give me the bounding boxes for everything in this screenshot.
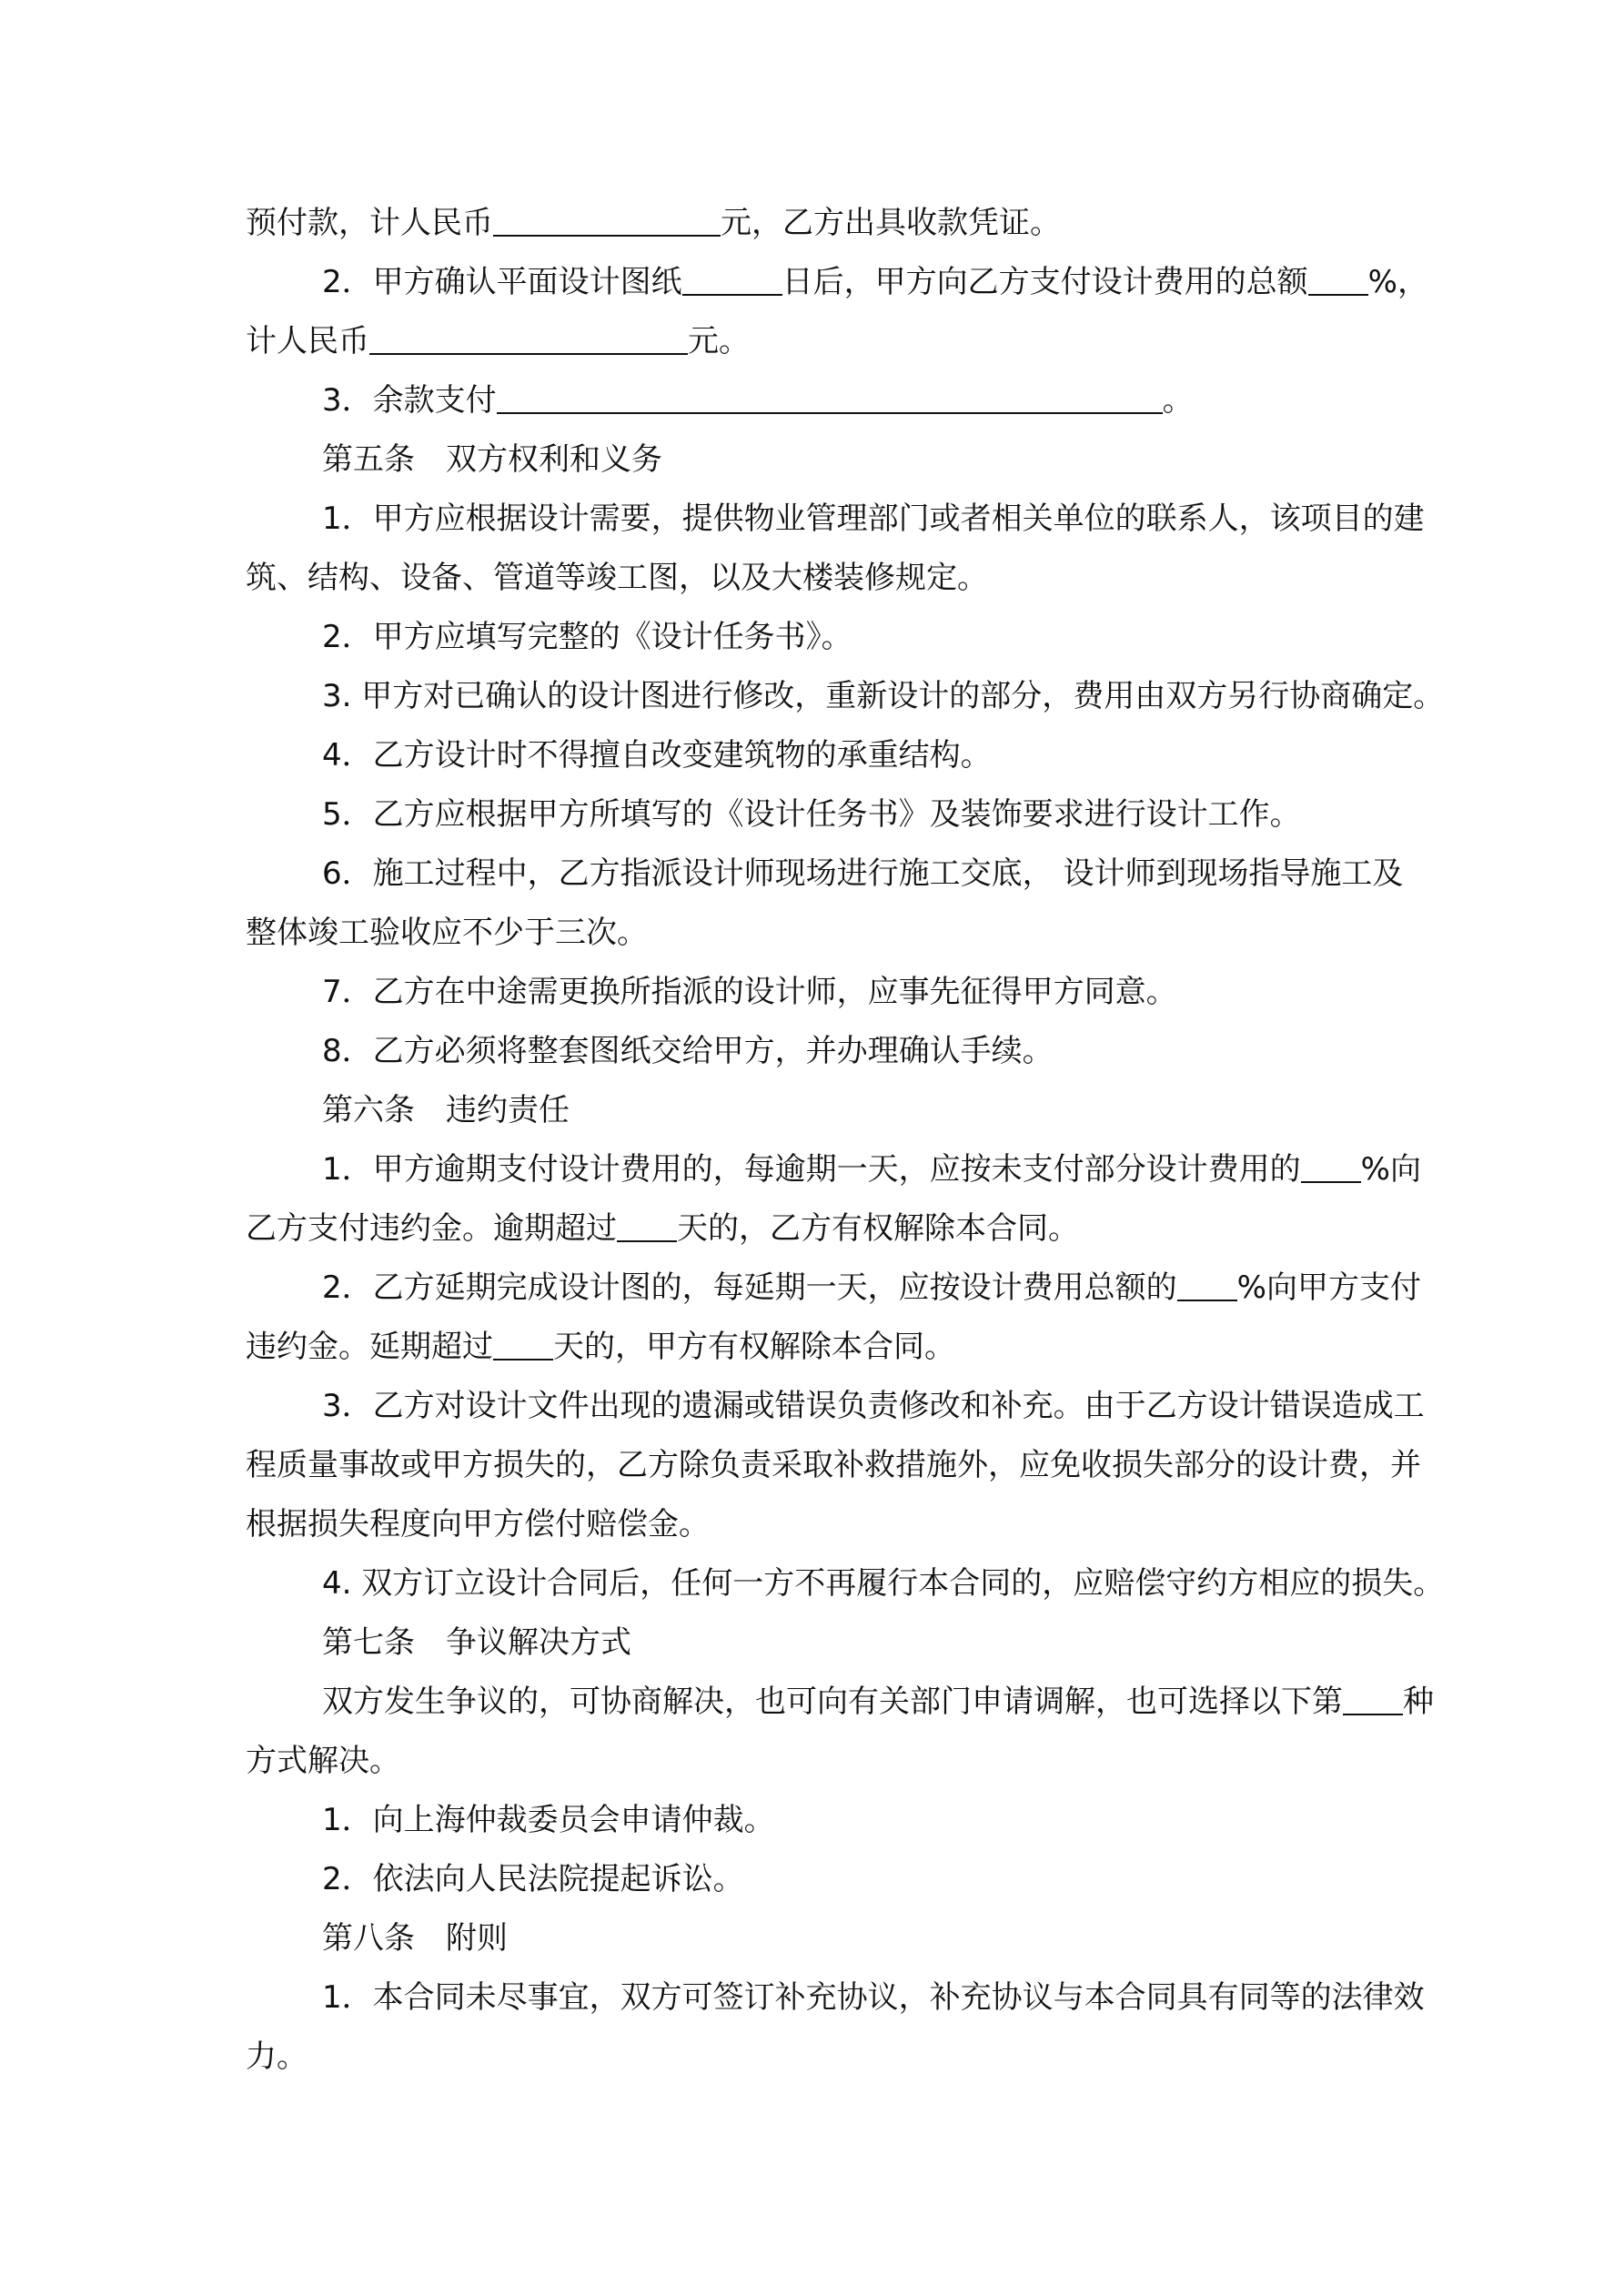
- fill-blank: [1308, 265, 1368, 296]
- text-line: 2．乙方延期完成设计图的，每延期一天，应按设计费用总额的 %向甲方支付: [322, 1269, 1421, 1306]
- text-line: 预付款，计人民币 元，乙方出具收款凭证。: [246, 205, 1061, 241]
- section-heading: 第五条 双方权利和义务: [322, 441, 662, 478]
- text-line: 双方发生争议的，可协商解决，也可向有关部门申请调解，也可选择以下第 种: [322, 1684, 1434, 1720]
- text-line: 3. 甲方对已确认的设计图进行修改，重新设计的部分，费用由双方另行协商确定。: [322, 678, 1445, 714]
- fill-blank: [497, 383, 1163, 414]
- text-line: 程质量事故或甲方损失的，乙方除负责采取补救措施外，应免收损失部分的设计费，并: [246, 1447, 1421, 1483]
- text-line: 力。: [246, 2038, 308, 2075]
- text-line: 8．乙方必须将整套图纸交给甲方，并办理确认手续。: [322, 1033, 1054, 1069]
- text-line: 违约金。延期超过 天的，甲方有权解除本合同。: [246, 1329, 955, 1365]
- fill-blank: [369, 324, 688, 355]
- text-line: 筑、结构、设备、管道等竣工图，以及大楼装修规定。: [246, 560, 988, 596]
- section-heading: 第八条 附则: [322, 1920, 508, 1957]
- text-line: 1．甲方应根据设计需要，提供物业管理部门或者相关单位的联系人，该项目的建: [322, 501, 1425, 537]
- fill-blank: [493, 1330, 553, 1360]
- text-line: 7．乙方在中途需更换所指派的设计师，应事先征得甲方同意。: [322, 974, 1177, 1010]
- text-line: 乙方支付违约金。逾期超过 天的，乙方有权解除本合同。: [246, 1210, 1079, 1247]
- text-line: 计人民币 元。: [246, 323, 750, 359]
- text-line: 2．甲方确认平面设计图纸 日后，甲方向乙方支付设计费用的总额 %，: [322, 264, 1428, 300]
- fill-blank: [1301, 1152, 1361, 1183]
- fill-blank: [493, 206, 721, 237]
- text-line: 方式解决。: [246, 1743, 400, 1779]
- section-heading: 第六条 违约责任: [322, 1092, 570, 1128]
- text-line: 根据损失程度向甲方偿付赔偿金。: [246, 1506, 710, 1542]
- text-line: 5．乙方应根据甲方所填写的《设计任务书》及装饰要求进行设计工作。: [322, 796, 1301, 833]
- text-line: 1．甲方逾期支付设计费用的，每逾期一天，应按未支付部分设计费用的 %向: [322, 1151, 1421, 1188]
- section-heading: 第七条 争议解决方式: [322, 1624, 631, 1661]
- text-line: 1．向上海仲裁委员会申请仲裁。: [322, 1802, 775, 1838]
- text-line: 整体竣工验收应不少于三次。: [246, 915, 648, 951]
- text-line: 1．本合同未尽事宜，双方可签订补充协议，补充协议与本合同具有同等的法律效: [322, 1979, 1425, 2016]
- text-line: 3．余款支付 。: [322, 382, 1194, 419]
- text-line: 6．施工过程中，乙方指派设计师现场进行施工交底， 设计师到现场指导施工及: [322, 855, 1404, 892]
- text-line: 3．乙方对设计文件出现的遗漏或错误负责修改和补充。由于乙方设计错误造成工: [322, 1388, 1425, 1424]
- fill-blank: [1343, 1684, 1403, 1715]
- text-line: 4. 双方订立设计合同后，任何一方不再履行本合同的，应赔偿守约方相应的损失。: [322, 1565, 1445, 1602]
- text-line: 2．依法向人民法院提起诉讼。: [322, 1861, 744, 1897]
- fill-blank: [682, 265, 782, 296]
- text-line: 2．甲方应填写完整的《设计任务书》。: [322, 619, 852, 655]
- fill-blank: [1177, 1270, 1237, 1301]
- text-line: 4．乙方设计时不得擅自改变建筑物的承重结构。: [322, 737, 992, 774]
- fill-blank: [617, 1211, 677, 1242]
